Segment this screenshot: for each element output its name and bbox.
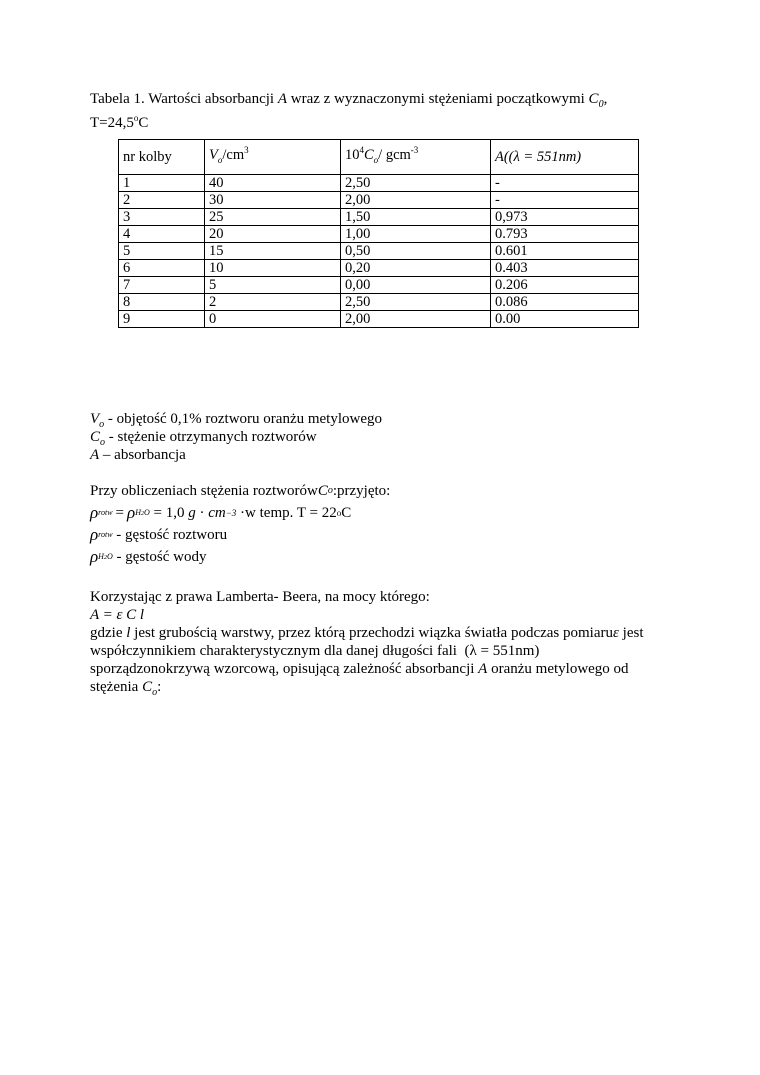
table-cell: 20 bbox=[205, 226, 341, 243]
rho-h2o-sub-2: 2 bbox=[140, 510, 144, 517]
table-cell: 0.403 bbox=[491, 260, 639, 277]
table-cell: 30 bbox=[205, 192, 341, 209]
table-cell: 9 bbox=[119, 311, 205, 328]
calc-intro-text: Przy obliczeniach stężenia roztworów bbox=[90, 483, 318, 499]
legend-vo-text: - objętość 0,1% roztworu oranżu metylowego bbox=[104, 411, 383, 427]
caption-comma: , bbox=[603, 91, 608, 107]
table-row bbox=[119, 175, 639, 192]
table-row bbox=[119, 192, 639, 209]
law-line-3 bbox=[90, 624, 670, 642]
law-line-1: Korzystając z prawa Lamberta- Beera, na mocy którego: bbox=[90, 589, 430, 605]
rho-h2o-sub-h: H bbox=[135, 507, 141, 517]
legend-vo-sub: o bbox=[99, 419, 105, 430]
rho-h2o-desc bbox=[90, 546, 390, 568]
table-caption bbox=[90, 90, 690, 132]
law-line-5-post: oranżu metylowego od bbox=[487, 661, 629, 677]
table-cell: 2,00 bbox=[341, 192, 491, 209]
table-cell: 5 bbox=[119, 243, 205, 260]
table-cell: - bbox=[491, 175, 639, 192]
table-cell: 10 bbox=[205, 260, 341, 277]
caption-temp-unit: C bbox=[138, 115, 149, 131]
legend-a-text: – absorbancja bbox=[99, 447, 186, 463]
law-line-3-eps: ε bbox=[613, 625, 619, 641]
table-cell: 0,50 bbox=[341, 243, 491, 260]
table-row bbox=[119, 243, 639, 260]
header-conc-sup: 4 bbox=[359, 144, 364, 155]
table-row bbox=[119, 209, 639, 226]
rho-symbol-3: ρ bbox=[90, 525, 99, 544]
table-cell: 2,50 bbox=[341, 175, 491, 192]
law-line-3-var: l bbox=[126, 625, 131, 641]
caption-var-c-sub: 0 bbox=[598, 99, 604, 110]
table-row bbox=[119, 311, 639, 328]
caption-middle: wraz z wyznaczonymi stężeniami początkowymi bbox=[287, 91, 589, 107]
table-cell: 1 bbox=[119, 175, 205, 192]
legend-a-var: A bbox=[90, 447, 100, 463]
table-row bbox=[119, 226, 639, 243]
header-volume-var: V bbox=[209, 146, 218, 163]
legend-a bbox=[90, 446, 382, 464]
table-row bbox=[119, 294, 639, 311]
header-concentration bbox=[341, 140, 491, 175]
calc-intro-var: C bbox=[317, 483, 328, 499]
header-nr-kolby: nr kolby bbox=[119, 140, 205, 175]
table-body bbox=[119, 175, 639, 328]
legend-co-var: C bbox=[90, 429, 101, 445]
table-cell: 0.206 bbox=[491, 277, 639, 294]
density-dot: · bbox=[195, 505, 209, 521]
law-line-4: współczynnikiem charakterystycznym dla danej długości fali (λ = 551nm) bbox=[90, 643, 540, 659]
rho-rotw-sub-2: rotw bbox=[98, 530, 113, 539]
table-cell: 5 bbox=[205, 277, 341, 294]
table-cell: 7 bbox=[119, 277, 205, 294]
rho-rotw-desc bbox=[90, 524, 390, 546]
rho-symbol: ρ bbox=[90, 503, 99, 522]
rho-h2o-sub-2-2: 2 bbox=[103, 554, 107, 561]
density-equation: ρ rotw = ρ H2O = 1,0 g · cm −3 ·w temp. T = 22 o C bbox=[90, 503, 352, 522]
law-line-6-var: C bbox=[142, 679, 153, 695]
absorbance-table bbox=[118, 139, 639, 328]
table-cell: 0.086 bbox=[491, 294, 639, 311]
law-line-6-sub: o bbox=[152, 687, 158, 698]
law-line-5-var: A bbox=[478, 661, 488, 677]
table-cell: 2,00 bbox=[341, 311, 491, 328]
rho-h2o-sub bbox=[135, 504, 150, 523]
table-cell: 25 bbox=[205, 209, 341, 226]
table-header-row bbox=[119, 140, 639, 175]
header-conc-unit-sup: -3 bbox=[410, 144, 419, 155]
table-cell: 40 bbox=[205, 175, 341, 192]
table-cell: 15 bbox=[205, 243, 341, 260]
density-temp: ·w temp. T = 22 bbox=[236, 505, 337, 521]
header-conc-var: C bbox=[364, 146, 374, 163]
table-cell: 2 bbox=[205, 294, 341, 311]
caption-prefix: Tabela 1. Wartości absorbancji bbox=[90, 91, 278, 107]
law-formula: A = ε C l bbox=[90, 607, 145, 623]
density-unit-cm: cm bbox=[208, 505, 226, 521]
table-row bbox=[119, 277, 639, 294]
density-unit-g: g bbox=[188, 505, 196, 521]
table-cell: 0,973 bbox=[491, 209, 639, 226]
rho-h2o-sub-o-2: O bbox=[106, 551, 113, 561]
table-cell: - bbox=[491, 192, 639, 209]
header-absorbance bbox=[491, 140, 639, 175]
table-cell: 3 bbox=[119, 209, 205, 226]
law-line-5-pre: sporządzonokrzywą wzorcową, opisującą zależność absorbancji bbox=[90, 661, 479, 677]
table-cell: 1,00 bbox=[341, 226, 491, 243]
calc-intro-sub: o bbox=[327, 485, 333, 496]
legend-vo bbox=[90, 410, 382, 428]
calc-intro bbox=[90, 480, 390, 502]
law-line-5 bbox=[90, 660, 670, 678]
law-line-6-end: : bbox=[157, 679, 162, 695]
header-volume-sup: 3 bbox=[244, 144, 249, 155]
rho-rotw-desc-text: - gęstość roztworu bbox=[112, 527, 228, 543]
law-line-3-end: jest bbox=[618, 625, 644, 641]
header-volume-unit: /cm bbox=[222, 146, 245, 163]
calc-intro-end: :przyjęto: bbox=[332, 483, 391, 499]
header-absorbance-text: A((λ = 551nm) bbox=[495, 149, 582, 165]
legend-vo-var: V bbox=[90, 411, 100, 427]
table-cell: 2,50 bbox=[341, 294, 491, 311]
law-line-3-post: jest grubością warstwy, przez którą przechodzi wiązka światła podczas pomiaru bbox=[130, 625, 613, 641]
table-cell: 0.601 bbox=[491, 243, 639, 260]
density-temp-unit: C bbox=[341, 505, 352, 521]
rho-h2o-desc-text: - gęstość wody bbox=[112, 549, 207, 565]
legend-co bbox=[90, 428, 382, 446]
caption-temp-sup: o bbox=[133, 113, 139, 123]
table-cell: 0.793 bbox=[491, 226, 639, 243]
legend-co-text: - stężenie otrzymanych roztworów bbox=[105, 429, 317, 445]
rho-symbol-2: ρ bbox=[127, 503, 136, 522]
law-line-6-pre: stężenia bbox=[90, 679, 143, 695]
legend-co-sub: o bbox=[100, 437, 106, 448]
table-cell: 0,00 bbox=[341, 277, 491, 294]
rho-h2o-sub-o: O bbox=[143, 507, 150, 517]
header-conc-pre: 10 bbox=[345, 146, 360, 163]
table-cell: 8 bbox=[119, 294, 205, 311]
symbol-legend bbox=[90, 410, 382, 464]
calculation-assumptions bbox=[90, 480, 390, 568]
table-cell: 6 bbox=[119, 260, 205, 277]
table-cell: 0 bbox=[205, 311, 341, 328]
rho-rotw-sub: rotw bbox=[98, 508, 113, 517]
density-value: = 1,0 bbox=[149, 505, 189, 521]
table-cell: 0.00 bbox=[491, 311, 639, 328]
rho-h2o-sub-2 bbox=[98, 548, 113, 567]
table-cell: 1,50 bbox=[341, 209, 491, 226]
header-conc-sub: o bbox=[373, 154, 379, 165]
law-line-6 bbox=[90, 678, 670, 702]
header-volume bbox=[205, 140, 341, 175]
table-cell: 0,20 bbox=[341, 260, 491, 277]
header-conc-unit: / gcm bbox=[378, 146, 411, 163]
caption-var-a: A bbox=[277, 91, 287, 107]
lambert-beer-section bbox=[90, 588, 670, 702]
rho-symbol-4: ρ bbox=[90, 547, 99, 566]
rho-h2o-sub-h-2: H bbox=[98, 551, 104, 561]
law-line-3-pre: gdzie bbox=[90, 625, 127, 641]
table-cell: 4 bbox=[119, 226, 205, 243]
caption-temp: T=24,5 bbox=[90, 115, 134, 131]
header-volume-sub: o bbox=[217, 154, 223, 165]
table-row bbox=[119, 260, 639, 277]
caption-var-c: C bbox=[588, 91, 599, 107]
table-cell: 2 bbox=[119, 192, 205, 209]
